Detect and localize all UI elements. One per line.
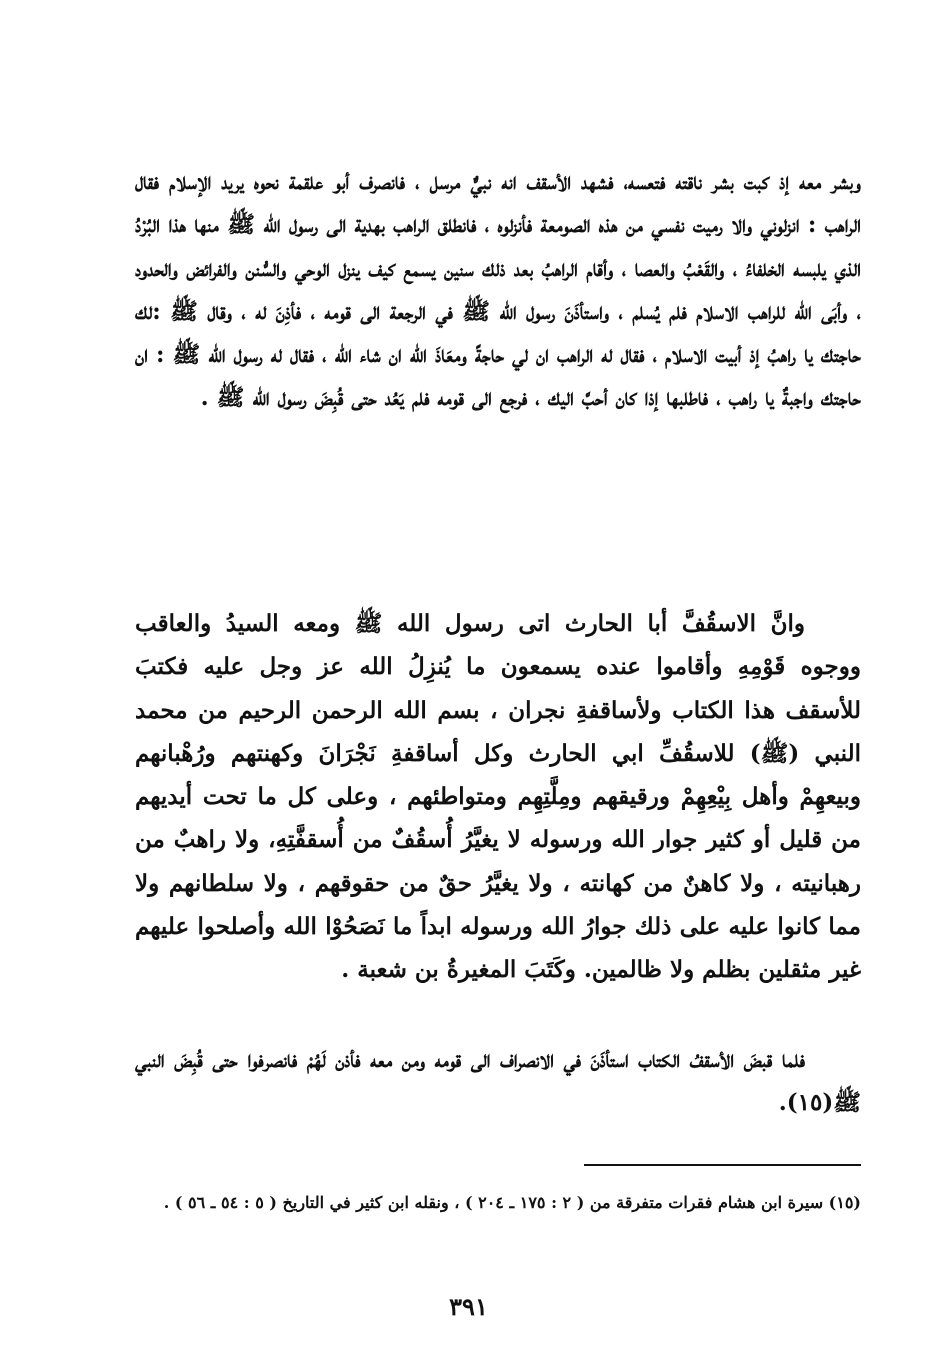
body-paragraph-2: وانَّ الاسقُفَّ أبا الحارث اتى رسول الله ﷺ ومعه السيدُ والعاقب ووجوه قَوْمِهِ وأقاموا عنده يسمعون ما يُنزِلُ الله عز وجل عليه فكتبَ للأسقف هذا الكتاب ولأساقفةِ نجران ، بسم الله الرحمن الرحيم من محمد النبي (ﷺ) للاسقُفِّ ابي الحارث وكل أساقفةِ نَجْرَانَ وكهنتهم ورُهْبانهم وبيعهِمْ وأهل بِيْعِهِمْ ورقيقهم ومِلَّتِهِم ومتواطئهم ، وعلى كل ما تحت أيديهم من قليل أو كثير جوار الله ورسوله لا يغيَّرُ أُسقُفٌ من أُسقفَّتِهِ، ولا راهبٌ من رهبانيته ، ولا كاهنٌ من كهانته ، ولا يغيَّرُ حقٌ من حقوقهم ، ولا سلطانهم ولا مما كانوا عليه على ذلك جوارُ الله ورسوله ابداً ما نَصَحُوْا الله وأصلحوا عليهم غير مثقلين بظلم ولا ظالمين. وكَتَبَ المغيرةُ بن شعبة . (135, 610, 861, 984)
footnote-divider (584, 1164, 861, 1166)
body-paragraph-1: وبشر معه إذ كبت بشر ناقته فتعسه، فشهد الأسقف انه نبيٌّ مرسل ، فانصرف أبو علقمة نحوه يريد الإسلام فقال الراهب : انزلوني والا رميت نفسي من هذه الصومعة فأنزلوه ، فانطلق الراهب بهدية الى رسول الله ﷺ منها هذا البُرْدُ الذي يلبسه الخلفاءُ ، والقَعْبُ والعصا ، وأقام الراهبُ بعد ذلك سنين يسمع كيف ينزل الوحي والسُّنن والفرائض والحدود ، وأبَى الله للراهب الاسلام فلم يُسلم ، واستأذَنَ رسول الله ﷺ في الرجعة الى قومه ، فأذِنَ له ، وقال ﷺ :لك حاجتك يا راهبُ إذ أبيت الاسلام ، فقال له الراهب ان لي حاجةً ومعَاذَ الله ان شاء الله ، فقال له رسول الله ﷺ : ان حاجتك واجبةٌ يا راهب ، فاطلبها إذا كان أحبَّ اليك ، فرجع الى قومه فلم يَعُد حتى قُبِضَ رسول الله ﷺ . (135, 168, 861, 412)
page-number: ٣٩١ (449, 1292, 488, 1321)
footnote-15: (١٥) سيرة ابن هشام فقرات متفرقة من ( ٢ : ١٧٥ ـ ٢٠٤ ) ، ونقله ابن كثير في التاريخ ( ٥ : ٥٤ ـ ٥٦ ) . (163, 1193, 861, 1212)
body-paragraph-3: فلما قبضَ الأسقفُ الكتاب استأذَنَ في الانصراف الى قومه ومن معه فأذن لَهُمْ فانصرفوا حتى قُبِضَ النبي ﷺ(١٥). (135, 1046, 861, 1117)
